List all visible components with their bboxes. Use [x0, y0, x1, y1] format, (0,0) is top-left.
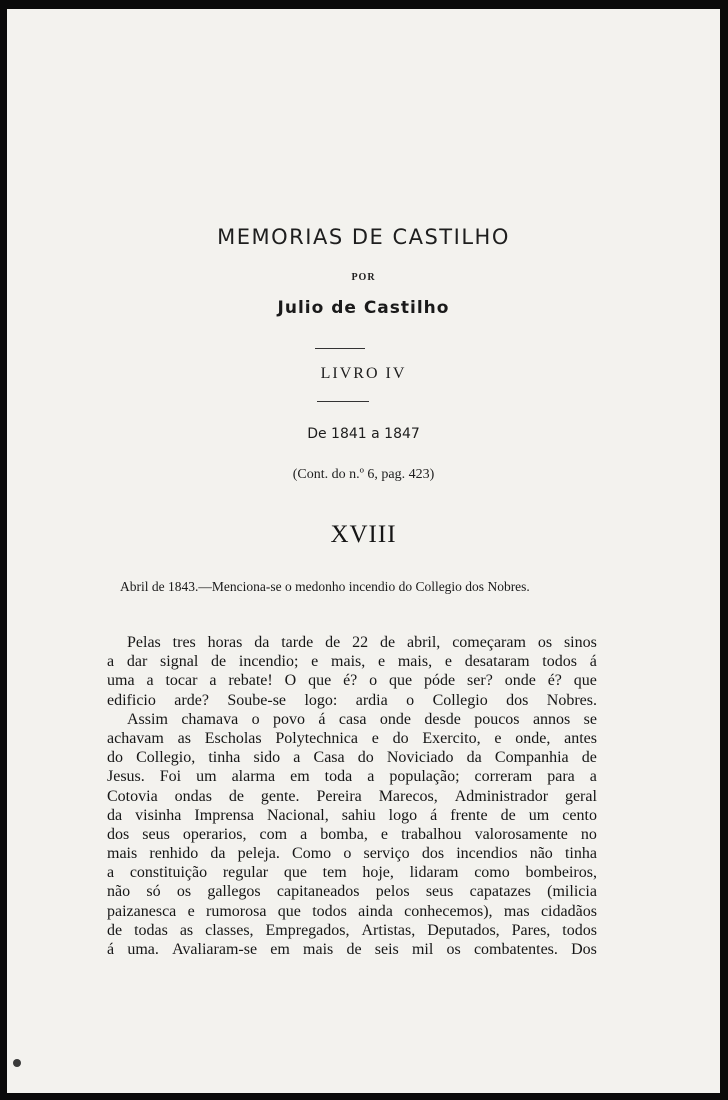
word: do [357, 749, 374, 767]
word: annos [532, 710, 571, 728]
word: Pelas [127, 634, 161, 651]
text-line [107, 767, 597, 786]
word: e [187, 902, 195, 920]
word: dos [506, 691, 529, 709]
word: Collegio, [136, 749, 196, 767]
word: poucos [474, 710, 520, 728]
word: de [581, 749, 597, 767]
word: que [277, 902, 301, 920]
word: que [389, 672, 413, 690]
word: Jesus. [107, 768, 145, 786]
text-line [107, 748, 597, 767]
word: geral [564, 787, 597, 805]
word: Empregados, [265, 921, 350, 939]
word: bombeiros, [525, 864, 597, 882]
word: horas [207, 634, 243, 651]
word: O [284, 672, 297, 690]
word: uma [107, 672, 135, 690]
word: Assim [127, 710, 168, 728]
word: edificio [107, 691, 156, 709]
word: Soube-se [227, 691, 287, 709]
word: gallegos [207, 883, 261, 901]
word: desataram [464, 653, 530, 671]
word: a [107, 864, 115, 882]
word: que [308, 672, 332, 690]
word: frente [450, 806, 488, 824]
word: o [369, 672, 378, 690]
text-line [107, 729, 597, 748]
text-line [107, 652, 597, 671]
word: a [107, 653, 115, 671]
word: classes, [205, 921, 254, 939]
word: rumorosa [206, 902, 267, 920]
word: as [179, 921, 194, 939]
word: Imprensa [194, 806, 254, 824]
word: e [371, 729, 379, 747]
word: mais, [397, 653, 433, 671]
word: Foi [159, 768, 182, 786]
chapter-summary: Abril de 1843.—Menciona-se o medonho incendio do Collegio dos Nobres. [120, 579, 530, 594]
word: todas [134, 921, 168, 939]
word: da [107, 806, 123, 824]
word: e [311, 653, 319, 671]
text-line [107, 691, 597, 710]
word: mais [303, 941, 334, 958]
word: pelos [375, 883, 410, 901]
text-line [107, 671, 597, 690]
byline-por: POR [351, 272, 376, 283]
word: seus [142, 825, 170, 843]
word: cento [562, 806, 597, 824]
word: do [107, 749, 123, 767]
word: de [346, 941, 362, 958]
word: visinha [135, 806, 182, 824]
word: os [176, 883, 192, 901]
word: a [146, 672, 154, 690]
text-line [107, 882, 597, 901]
word: os [537, 634, 553, 651]
word: povo [272, 710, 305, 728]
word: Administrador [454, 787, 549, 805]
word: Escholas [204, 729, 262, 747]
word: o [343, 845, 352, 863]
word: correram [474, 768, 533, 786]
word: antes [564, 729, 597, 747]
word: sahiu [341, 806, 376, 824]
word: todos [542, 653, 577, 671]
word: rebate! [228, 672, 273, 690]
word: incendio; [238, 653, 299, 671]
ink-spot [13, 1059, 21, 1067]
word: seis [374, 941, 399, 958]
word: cidadãos [540, 902, 597, 920]
word: hoje, [362, 864, 394, 882]
word: (milicia [547, 883, 597, 901]
word: da [210, 845, 226, 863]
word: Como [292, 845, 332, 863]
body-text [107, 633, 597, 959]
word: e [380, 825, 389, 843]
word: tres [172, 634, 196, 651]
word: todos [312, 902, 347, 920]
word: capitaneados [276, 883, 360, 901]
word: onde, [515, 729, 551, 747]
word: um [528, 806, 550, 824]
word: mas [503, 902, 530, 920]
word: em [270, 941, 290, 958]
word: é? [343, 672, 358, 690]
word: Collegio [432, 691, 488, 709]
word: de [211, 653, 227, 671]
word: com [259, 825, 288, 843]
document-page [7, 9, 720, 1093]
word: signal [160, 653, 199, 671]
word: combatentes. [473, 941, 558, 958]
divider-rule [317, 401, 369, 402]
word: para [547, 768, 575, 786]
word: incendios [456, 845, 518, 863]
word: Exercito, [422, 729, 481, 747]
word: as [177, 729, 191, 747]
word: só [146, 883, 161, 901]
word: gente. [260, 787, 300, 805]
word: ondas [174, 787, 212, 805]
word: que [283, 864, 307, 882]
word: constituição [129, 864, 208, 882]
word: tocar [165, 672, 198, 690]
word: Artistas, [361, 921, 416, 939]
word: Companhia [494, 749, 569, 767]
text-line [107, 940, 597, 959]
word: ardia [355, 691, 388, 709]
word: de [228, 787, 244, 805]
word: do [392, 729, 409, 747]
word: uma. [127, 941, 159, 958]
word: serviço [363, 845, 410, 863]
word: dos [107, 825, 130, 843]
word: dos [421, 845, 445, 863]
word: á [107, 941, 115, 958]
word: da [466, 749, 482, 767]
word: população; [389, 768, 460, 786]
word: onde [379, 710, 411, 728]
word: a [589, 768, 597, 786]
word: não [529, 845, 553, 863]
chapter-number: XVIII [330, 521, 397, 548]
word: logo [388, 806, 418, 824]
word: mais [107, 845, 138, 863]
word: Cotovia [107, 787, 158, 805]
word: e [444, 653, 452, 671]
word: dar [126, 653, 148, 671]
word: sido [253, 749, 281, 767]
word: a [367, 768, 375, 786]
book-title: MEMORIAS DE CASTILHO [217, 225, 510, 249]
word: mil [411, 941, 434, 958]
word: Polytechnica [275, 729, 358, 747]
word: os [446, 941, 461, 958]
word: operarios, [182, 825, 247, 843]
word: renhido [149, 845, 199, 863]
word: achavam [107, 729, 164, 747]
word: tinha [564, 845, 597, 863]
word: e [378, 653, 386, 671]
divider-rule [315, 348, 365, 349]
word: ser? [467, 672, 493, 690]
word: casa [338, 710, 367, 728]
word: á [430, 806, 438, 824]
word: paizanesca [107, 902, 177, 920]
word: Casa [313, 749, 345, 767]
text-line [107, 633, 597, 652]
word: valorosamente [474, 825, 568, 843]
word: Noviciado [386, 749, 454, 767]
text-line [107, 806, 597, 825]
text-line [107, 710, 597, 729]
word: sinos [563, 634, 597, 651]
text-line [107, 787, 597, 806]
word: em [290, 768, 310, 786]
word: a [293, 749, 301, 767]
word: de [325, 634, 341, 651]
word: Marecos, [378, 787, 438, 805]
word: o [251, 710, 260, 728]
word: arde? [174, 691, 209, 709]
word: o [406, 691, 415, 709]
word: como [474, 864, 510, 882]
word: peleja. [237, 845, 280, 863]
word: da [254, 634, 270, 651]
text-line [107, 863, 597, 882]
word: lidaram [409, 864, 459, 882]
text-line [107, 844, 597, 863]
word: ainda [358, 902, 393, 920]
word: 22 [352, 634, 369, 651]
word: todos [562, 921, 597, 939]
word: de [379, 634, 396, 651]
word: começaram [452, 634, 526, 651]
word: um [196, 768, 217, 786]
word: de [107, 921, 123, 939]
book-number: LIVRO IV [320, 365, 407, 382]
text-line [107, 902, 597, 921]
word: trabalhou [401, 825, 462, 843]
word: de [500, 806, 516, 824]
word: Avaliaram-se [172, 941, 258, 958]
word: desde [424, 710, 461, 728]
word: Deputados, [427, 921, 500, 939]
word: Nobres. [546, 691, 597, 709]
word: Pares, [511, 921, 551, 939]
word: conhecemos), [404, 902, 493, 920]
word: e [494, 729, 502, 747]
word: capatazes [469, 883, 531, 901]
word: alarma [231, 768, 276, 786]
word: no [580, 825, 597, 843]
word: á [318, 710, 326, 728]
word: se [583, 710, 597, 728]
word: tinha [208, 749, 241, 767]
word: regular [222, 864, 269, 882]
word: não [107, 883, 131, 901]
word: póde [424, 672, 456, 690]
word: toda [324, 768, 353, 786]
word: Nacional, [267, 806, 329, 824]
word: chamava [181, 710, 239, 728]
author-name: Julio de Castilho [277, 298, 450, 318]
word: é? [547, 672, 562, 690]
word: logo: [304, 691, 338, 709]
word: tem [322, 864, 347, 882]
continuation-note: (Cont. do n.º 6, pag. 423) [292, 467, 435, 482]
word: abril, [406, 634, 441, 651]
word: a [209, 672, 217, 690]
word: Pereira [316, 787, 362, 805]
word: Dos [571, 941, 597, 958]
word: onde [504, 672, 536, 690]
word: que [573, 672, 597, 690]
word: a [300, 825, 308, 843]
word: á [589, 653, 597, 671]
word: bomba, [320, 825, 368, 843]
date-range: De 1841 a 1847 [307, 426, 420, 442]
word: mais, [331, 653, 366, 671]
text-line [107, 825, 597, 844]
word: seus [425, 883, 454, 901]
text-line [107, 921, 597, 940]
word: tarde [281, 634, 314, 651]
